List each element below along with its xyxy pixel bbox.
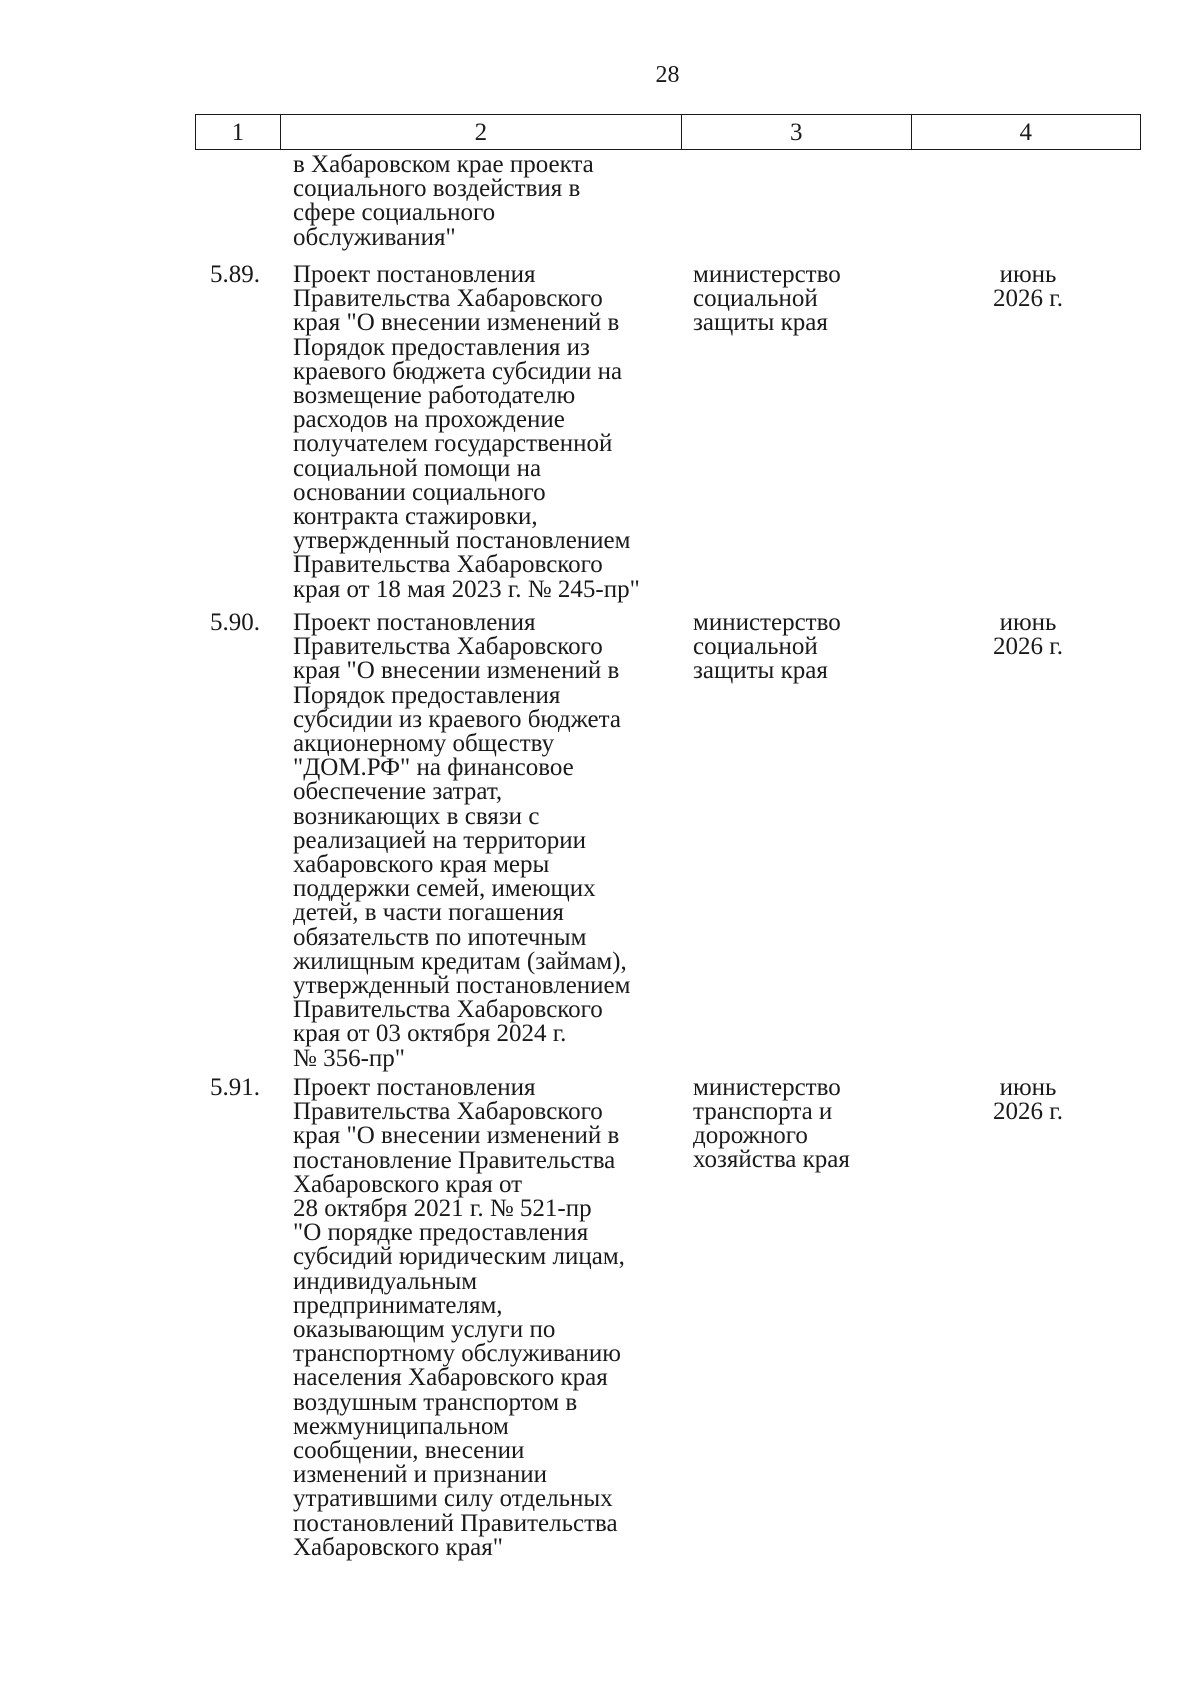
column-2-header: 2: [281, 115, 682, 149]
row-title: в Хабаровском крае проекта социального воздействия в сфере социального обслуживания": [293, 151, 594, 251]
row-number: 5.89.: [210, 261, 260, 288]
column-4-header: 4: [1019, 118, 1032, 146]
row-responsible: министерство социальной защиты края: [693, 609, 841, 684]
column-3-header: 3: [682, 115, 912, 149]
row-title: Проект постановления Правительства Хабаровского края "О внесении изменений в Порядок предоставления из краевого бюджета субсидии на возмещение работодателю расходов на прохождение получателем государственной социальной помощи на основании социального контракта стажировки, утвержденный постановлением Правительства Хабаровского края от 18 мая 2023 г. № 245-пр": [293, 261, 640, 603]
row-deadline: июнь 2026 г.: [993, 261, 1063, 312]
row-responsible: министерство транспорта и дорожного хозяйства края: [693, 1074, 850, 1173]
row-number: 5.91.: [210, 1074, 260, 1101]
row-number: 5.90.: [210, 609, 260, 636]
row-title: Проект постановления Правительства Хабаровского края "О внесении изменений в Порядок предоставления субсидии из краевого бюджета акционерному обществу "ДОМ.РФ" на финансовое обеспечение затрат, возникающих в связи с реализацией на территории хабаровского края меры поддержки семей, имеющих детей, в части погашения обязательств по ипотечным жилищным кредитам (займам), утвержденный постановлением Правительства Хабаровского края от 03 октября 2024 г. № 356-пр": [293, 609, 631, 1072]
column-1-header: 1: [196, 115, 281, 149]
row-deadline: июнь 2026 г.: [993, 1074, 1063, 1125]
row-title: Проект постановления Правительства Хабаровского края "О внесении изменений в постановление Правительства Хабаровского края от 28 октября 2021 г. № 521-пр "О порядке предоставления субсидий юридическим лицам, индивидуальным предпринимателям, оказывающим услуги по транспортному обслуживанию населения Хабаровского края воздушным транспортом в межмуниципальном сообщении, внесении изменений и признании утратившими силу отдельных постановлений Правительства Хабаровского края": [293, 1074, 625, 1561]
page-number: 28: [655, 62, 680, 88]
row-responsible: министерство социальной защиты края: [693, 261, 841, 336]
table-column-header: [195, 114, 1141, 150]
row-deadline: июнь 2026 г.: [993, 609, 1063, 660]
